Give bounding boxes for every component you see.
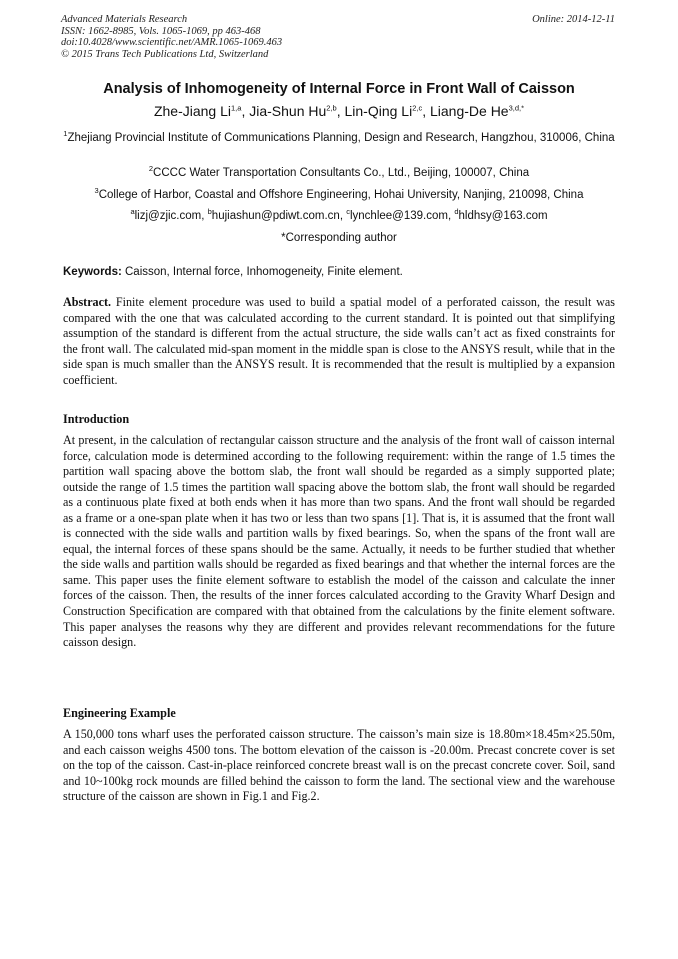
- abstract-text: Finite element procedure was used to build a spatial model of a perforated caisson, the result was compared with the one that was calculated according to the current standard. It is pointed out that simplifying assumption of the standard is different from the actual structure, the side walls can’t act as fixed constraints for the front wall. The calculated mid-span moment in the middle span is close to the ANSYS result, while that in the side span is much smaller than the ANSYS result. It is recommended that the result is multiplied by a expansion coefficient.: [63, 295, 615, 387]
- email: [130, 207, 208, 222]
- keywords-label: Keywords:: [63, 266, 122, 278]
- author-sup: 3,d,*: [508, 103, 525, 113]
- journal-name: Advanced Materials Research: [61, 14, 188, 25]
- affiliation-text: Zhejiang Provincial Institute of Communications Planning, Design and Research, Hangzhou, 310006, China: [67, 132, 615, 144]
- email-text: lizj@zjic.com: [134, 210, 202, 222]
- paper-title: Analysis of Inhomogeneity of Internal Force in Front Wall of Caisson: [103, 81, 575, 97]
- email-separator: ,: [201, 210, 208, 222]
- email-text: hujiashun@pdiwt.com.cn: [211, 210, 340, 222]
- author-separator: ,: [422, 103, 430, 119]
- issn-line: ISSN: 1662-8985, Vols. 1065-1069, pp 463-468: [61, 25, 261, 37]
- author: [344, 103, 430, 119]
- email-sup: b: [207, 207, 212, 217]
- affiliation-text: CCCC Water Transportation Consultants Co., Ltd., Beijing, 100007, China: [153, 167, 530, 179]
- email: [346, 207, 455, 222]
- author-name: Zhe-Jiang Li: [153, 103, 231, 119]
- keywords: [63, 265, 615, 280]
- email-sup: a: [130, 207, 135, 217]
- keywords-text: Caisson, Internal force, Inhomogeneity, Finite element.: [125, 266, 403, 278]
- affiliation-2: [55, 166, 623, 181]
- email-text: lynchlee@139.com: [349, 210, 448, 222]
- email-list: [55, 209, 623, 224]
- email: [454, 207, 548, 222]
- author-name: Jia-Shun Hu: [249, 103, 327, 119]
- author-list: [30, 102, 648, 120]
- author-sup: 2,b: [326, 103, 337, 113]
- author-sup: 2,c: [412, 103, 423, 113]
- author: [154, 103, 249, 119]
- corresponding-author: *Corresponding author: [281, 232, 397, 244]
- abstract: [63, 295, 615, 388]
- email-separator: ,: [339, 210, 347, 222]
- author-name: Liang-De He: [429, 103, 509, 119]
- author: [430, 103, 524, 119]
- affiliation-sup: 1: [63, 129, 68, 139]
- journal-header: [61, 14, 282, 60]
- author: [249, 103, 344, 119]
- author-separator: ,: [336, 103, 345, 119]
- affiliation-1: [55, 131, 623, 146]
- section-paragraph-engineering-example: A 150,000 tons wharf uses the perforated caisson structure. The caisson’s main size is 18.80m×18.45m×25.50m, and each caisson weighs 4500 tons. The bottom elevation of the caisson is -20.00m. Precast concrete cover is set on the top of the caisson. Cast-in-place reinforced concrete breast wall is on the precast concrete cover. Soil, sand and 10~100kg rock mounds are filled behind the caisson to form the land. The sectional view and the warehouse structure of the caisson are shown in Fig.1 and Fig.2.: [63, 727, 615, 804]
- online-date: Online: 2014-12-11: [532, 14, 615, 25]
- section-heading-introduction: Introduction: [63, 412, 130, 426]
- email-text: hldhsy@163.com: [458, 210, 548, 222]
- author-name: Lin-Qing Li: [344, 103, 413, 119]
- email: [207, 207, 347, 222]
- affiliation-text: College of Harbor, Coastal and Offshore Engineering, Hohai University, Nanjing, 210098, China: [98, 189, 584, 201]
- author-sup: 1,a: [231, 103, 242, 113]
- affiliation-sup: 2: [148, 164, 154, 174]
- email-sup: d: [454, 207, 459, 217]
- doi-line: doi:10.4028/www.scientific.net/AMR.1065-1069.463: [61, 37, 283, 48]
- affiliation-3: [55, 188, 623, 203]
- email-separator: ,: [447, 210, 455, 222]
- affiliation-sup: 3: [94, 186, 99, 196]
- section-paragraph-introduction: At present, in the calculation of rectangular caisson structure and the analysis of the front wall of caisson internal force, calculation mode is determined according to the following requirement: within the range of 1.5 times the partition wall spacing above the bottom slab, the front wall should be regarded as a simply supported plate; outside the range of 1.5 times the partition wall spacing above the bottom slab, the front wall should be regarded as a continuous plate fixed at both ends when it has more than two spans. And the front wall should be regarded as a frame or a one-span plate when it has two or less than two spans [1]. That is, it is assumed that the front wall is connected with the side walls and partition walls by fixed bearings. So, when the spans of the front wall are equal, the internal forces of these spans should be the same. Actually, it needs to be further studied that whether the side walls and partition walls should be regarded as fixed bearings and that whether the internal forces are the same. This paper uses the finite element software to establish the model of the caisson and calculate the inner forces of the caisson. Then, the results of the inner forces calculated according to the Gravity Wharf Design and Construction Specification are compared with that obtained from the calculations by the finite element software. This paper analyses the reasons why they are different and provides relevant recommendations for the future caisson design.: [63, 433, 615, 650]
- copyright-line: © 2015 Trans Tech Publications Ltd, Switzerland: [61, 48, 269, 60]
- email-sup: c: [346, 207, 350, 217]
- abstract-label: Abstract.: [63, 295, 112, 309]
- section-heading-engineering-example: Engineering Example: [63, 706, 176, 720]
- author-separator: ,: [241, 103, 250, 119]
